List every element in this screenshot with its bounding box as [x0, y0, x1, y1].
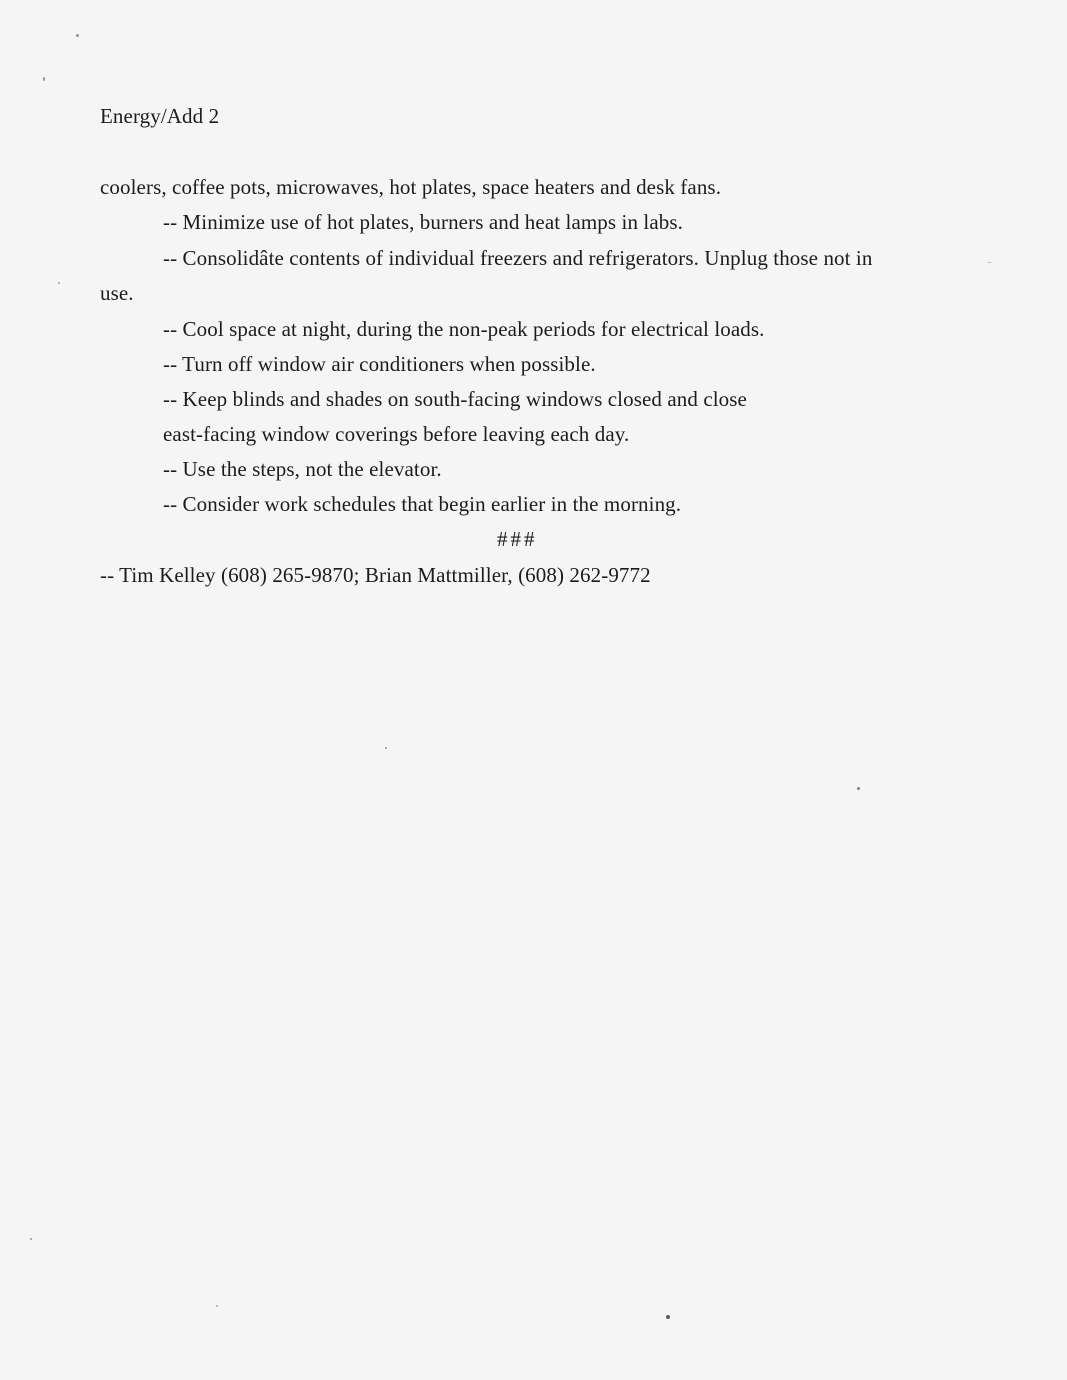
scan-speck: [76, 34, 79, 37]
tip-blinds-and-shades-continued: east-facing window coverings before leaving each day.: [163, 422, 630, 446]
end-mark: ###: [497, 527, 538, 551]
scan-speck: [216, 1305, 218, 1307]
tip-hot-plates: -- Minimize use of hot plates, burners and heat lamps in labs.: [163, 210, 683, 234]
body-line-1: coolers, coffee pots, microwaves, hot plates, space heaters and desk fans.: [100, 175, 722, 199]
tip-use-steps: -- Use the steps, not the elevator.: [163, 457, 442, 481]
tip-consolidate-freezers: -- Consolidâte contents of individual freezers and refrigerators. Unplug those not in: [163, 246, 873, 270]
tip-cool-at-night: -- Cool space at night, during the non-peak periods for electrical loads.: [163, 317, 765, 341]
scan-speck: [385, 747, 387, 749]
scan-speck: [30, 1238, 32, 1240]
tip-blinds-and-shades: -- Keep blinds and shades on south-facing windows closed and close: [163, 387, 747, 411]
scan-speck: [43, 77, 45, 81]
page-header: Energy/Add 2: [100, 104, 220, 128]
tip-work-schedules: -- Consider work schedules that begin earlier in the morning.: [163, 492, 682, 516]
scan-speck: [666, 1315, 670, 1319]
tip-consolidate-freezers-continued: use.: [100, 281, 134, 305]
tip-window-air-conditioners: -- Turn off window air conditioners when possible.: [163, 352, 596, 376]
scan-speck: [857, 787, 860, 790]
contact-line: -- Tim Kelley (608) 265-9870; Brian Mattmiller, (608) 262-9772: [100, 563, 651, 587]
scan-speck: [58, 282, 60, 284]
scan-speck: [987, 262, 992, 263]
